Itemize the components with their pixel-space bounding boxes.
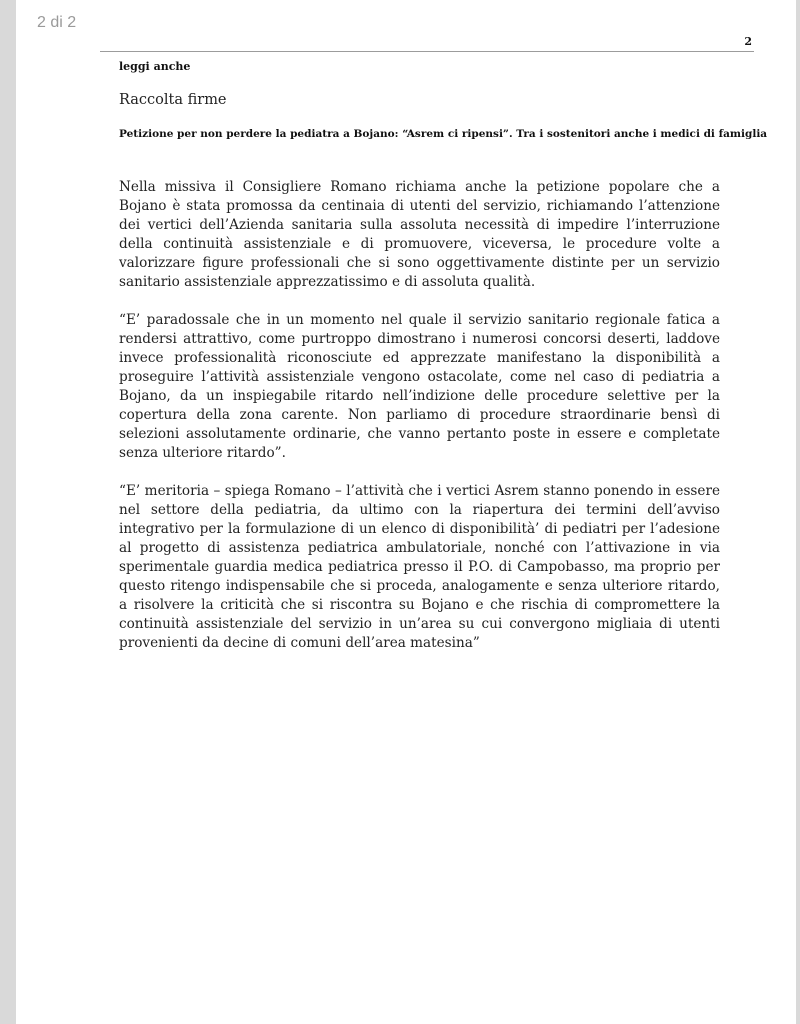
document-page[interactable] [16,0,796,1024]
header-divider [100,51,754,52]
article-body [119,178,720,672]
article-paragraph: Nella missiva il Consigliere Romano richiama anche la petizione popolare che a Bojano è stata promossa da centinaia di utenti del servizio, richiamando l’attenzione dei vertici dell’Azienda sanitaria sulla assoluta necessità di impedire l’interruzione della continuità assistenziale e di promuovere, viceversa, le procedure volte a valorizzare figure professionali che si sono oggettivamente distinte per un servizio sanitario assistenziale apprezzatissimo e di assoluta qualità. [119,179,720,290]
related-category-link[interactable]: Raccolta firme [119,92,227,108]
article-paragraph: “E’ paradossale che in un momento nel quale il servizio sanitario regionale fatica a rendersi attrattivo, come purtroppo dimostrano i numerosi concorsi deserti, laddove invece professionalità riconosciute ed apprezzate manifestano la disponibilità a proseguire l’attività assistenziale vengono ostacolate, come nel caso di pediatria a Bojano, da un inspiegabile ritardo nell’indizione delle procedure selettive per la copertura della zona carente. Non parliamo di procedure straordinarie bensì di selezioni assolutamente ordinarie, che vanno pertanto poste in essere e completate senza ulteriore ritardo”. [119,312,720,461]
page-number: 2 [744,35,752,48]
read-also-label: leggi anche [119,60,191,73]
related-article-headline[interactable]: Petizione per non perdere la pediatra a Bojano: “Asrem ci ripensi”. Tra i sostenitori anche i medici di famiglia [119,128,768,140]
article-paragraph: “E’ meritoria – spiega Romano – l’attività che i vertici Asrem stanno ponendo in essere nel settore della pediatria, da ultimo con la riapertura dei termini dell’avviso integrativo per la formulazione di un elenco di disponibilità’ di pediatri per l’adesione al progetto di assistenza pediatrica ambulatoriale, nonché con l’attivazione in via sperimentale guardia medica pediatrica presso il P.O. di Campobasso, ma proprio per questo ritengo indispensabile che si proceda, analogamente e senza ulteriore ritardo, a risolvere la criticità che si riscontra su Bojano e che rischia di compromettere la continuità assistenziale del servizio in un’area su cui convergono migliaia di utenti provenienti da decine di comuni dell’area matesina” [119,483,720,651]
page-counter: 2 di 2 [37,14,77,31]
